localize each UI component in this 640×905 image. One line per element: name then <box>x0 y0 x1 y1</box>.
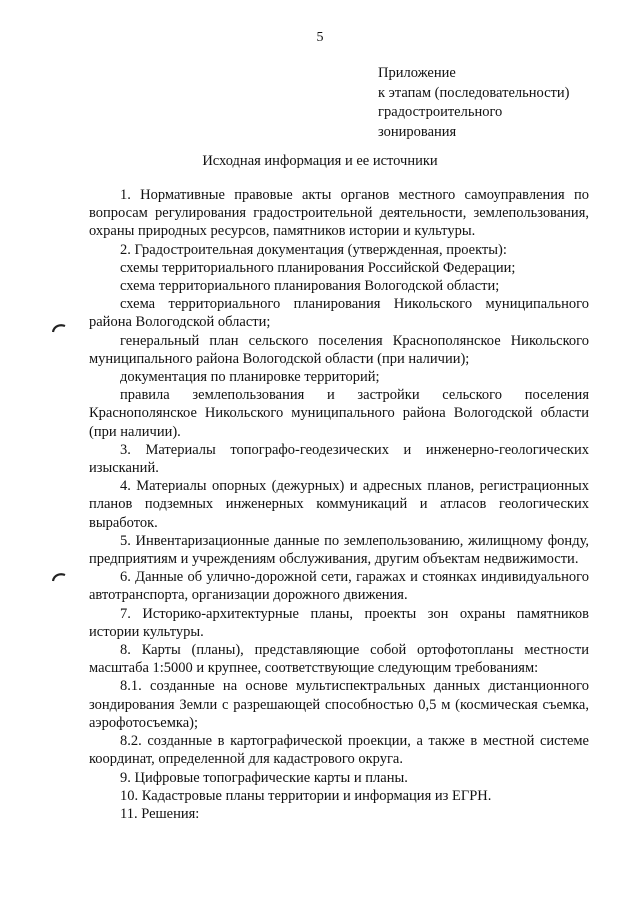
paragraph: генеральный план сельского поселения Краснополянское Никольского муниципального района Вологодской области (при наличии); <box>89 332 589 367</box>
paragraph: схемы территориального планирования Российской Федерации; <box>120 259 516 276</box>
paragraph: 6. Данные об улично-дорожной сети, гаражах и стоянках индивидуального автотранспорта, организации дорожного движения. <box>89 569 589 604</box>
binder-hole-mark <box>52 572 66 582</box>
paragraph: 1. Нормативные правовые акты органов местного самоуправления по вопросам регулирования градостроительной деятельности, землепользования, охраны природных ресурсов, памятников истории и культуры. <box>89 187 589 240</box>
paragraph: 10. Кадастровые планы территории и информация из ЕГРН. <box>120 787 492 804</box>
section-heading: Исходная информация и ее источники <box>202 153 438 169</box>
paragraph: схема территориального планирования Никольского муниципального района Вологодской области; <box>89 296 589 331</box>
appendix-line: Приложение <box>378 65 456 81</box>
paragraph: правила землепользования и застройки сельского поселения Краснополянское Никольского муниципального района Вологодской области (при наличии). <box>89 387 589 440</box>
document-body <box>89 186 589 823</box>
paragraph: схема территориального планирования Вологодской области; <box>120 278 500 295</box>
paragraph: 8.2. созданные в картографической проекции, а также в местной системе координат, определенной для кадастрового округа. <box>89 733 589 768</box>
paragraph: 5. Инвентаризационные данные по землепользованию, жилищному фонду, предприятиям и учреждениям обслуживания, другим объектам недвижимости. <box>89 532 589 568</box>
paragraph: 11. Решения: <box>120 805 200 822</box>
paragraph: 8.1. созданные на основе мультиспектральных данных дистанционного зондирования Земли с разрешающей способностью 0,5 м (космическая съемка, аэрофотосъемка); <box>89 678 589 731</box>
binder-hole-mark <box>52 323 66 333</box>
paragraph: 9. Цифровые топографические карты и планы. <box>120 769 408 786</box>
appendix-line: к этапам (последовательности) <box>378 84 570 101</box>
paragraph: 4. Материалы опорных (дежурных) и адресных планов, регистрационных планов подземных инженерных коммуникаций и атласов геологических выработок. <box>89 478 589 531</box>
appendix-line: градостроительного <box>378 104 503 120</box>
paragraph: 3. Материалы топографо-геодезических и инженерно-геологических изысканий. <box>89 441 589 477</box>
paragraph: документация по планировке территорий; <box>120 369 380 386</box>
appendix-line: зонирования <box>378 123 457 140</box>
page-number: 5 <box>316 30 324 45</box>
paragraph: 2. Градостроительная документация (утвержденная, проекты): <box>120 241 507 258</box>
appendix-note <box>378 64 569 142</box>
paragraph: 8. Карты (планы), представляющие собой ортофотопланы местности масштаба 1:5000 и крупнее, соответствующие следующим требованиям: <box>89 642 589 677</box>
paragraph: 7. Историко-архитектурные планы, проекты зон охраны памятников истории культуры. <box>89 605 589 640</box>
